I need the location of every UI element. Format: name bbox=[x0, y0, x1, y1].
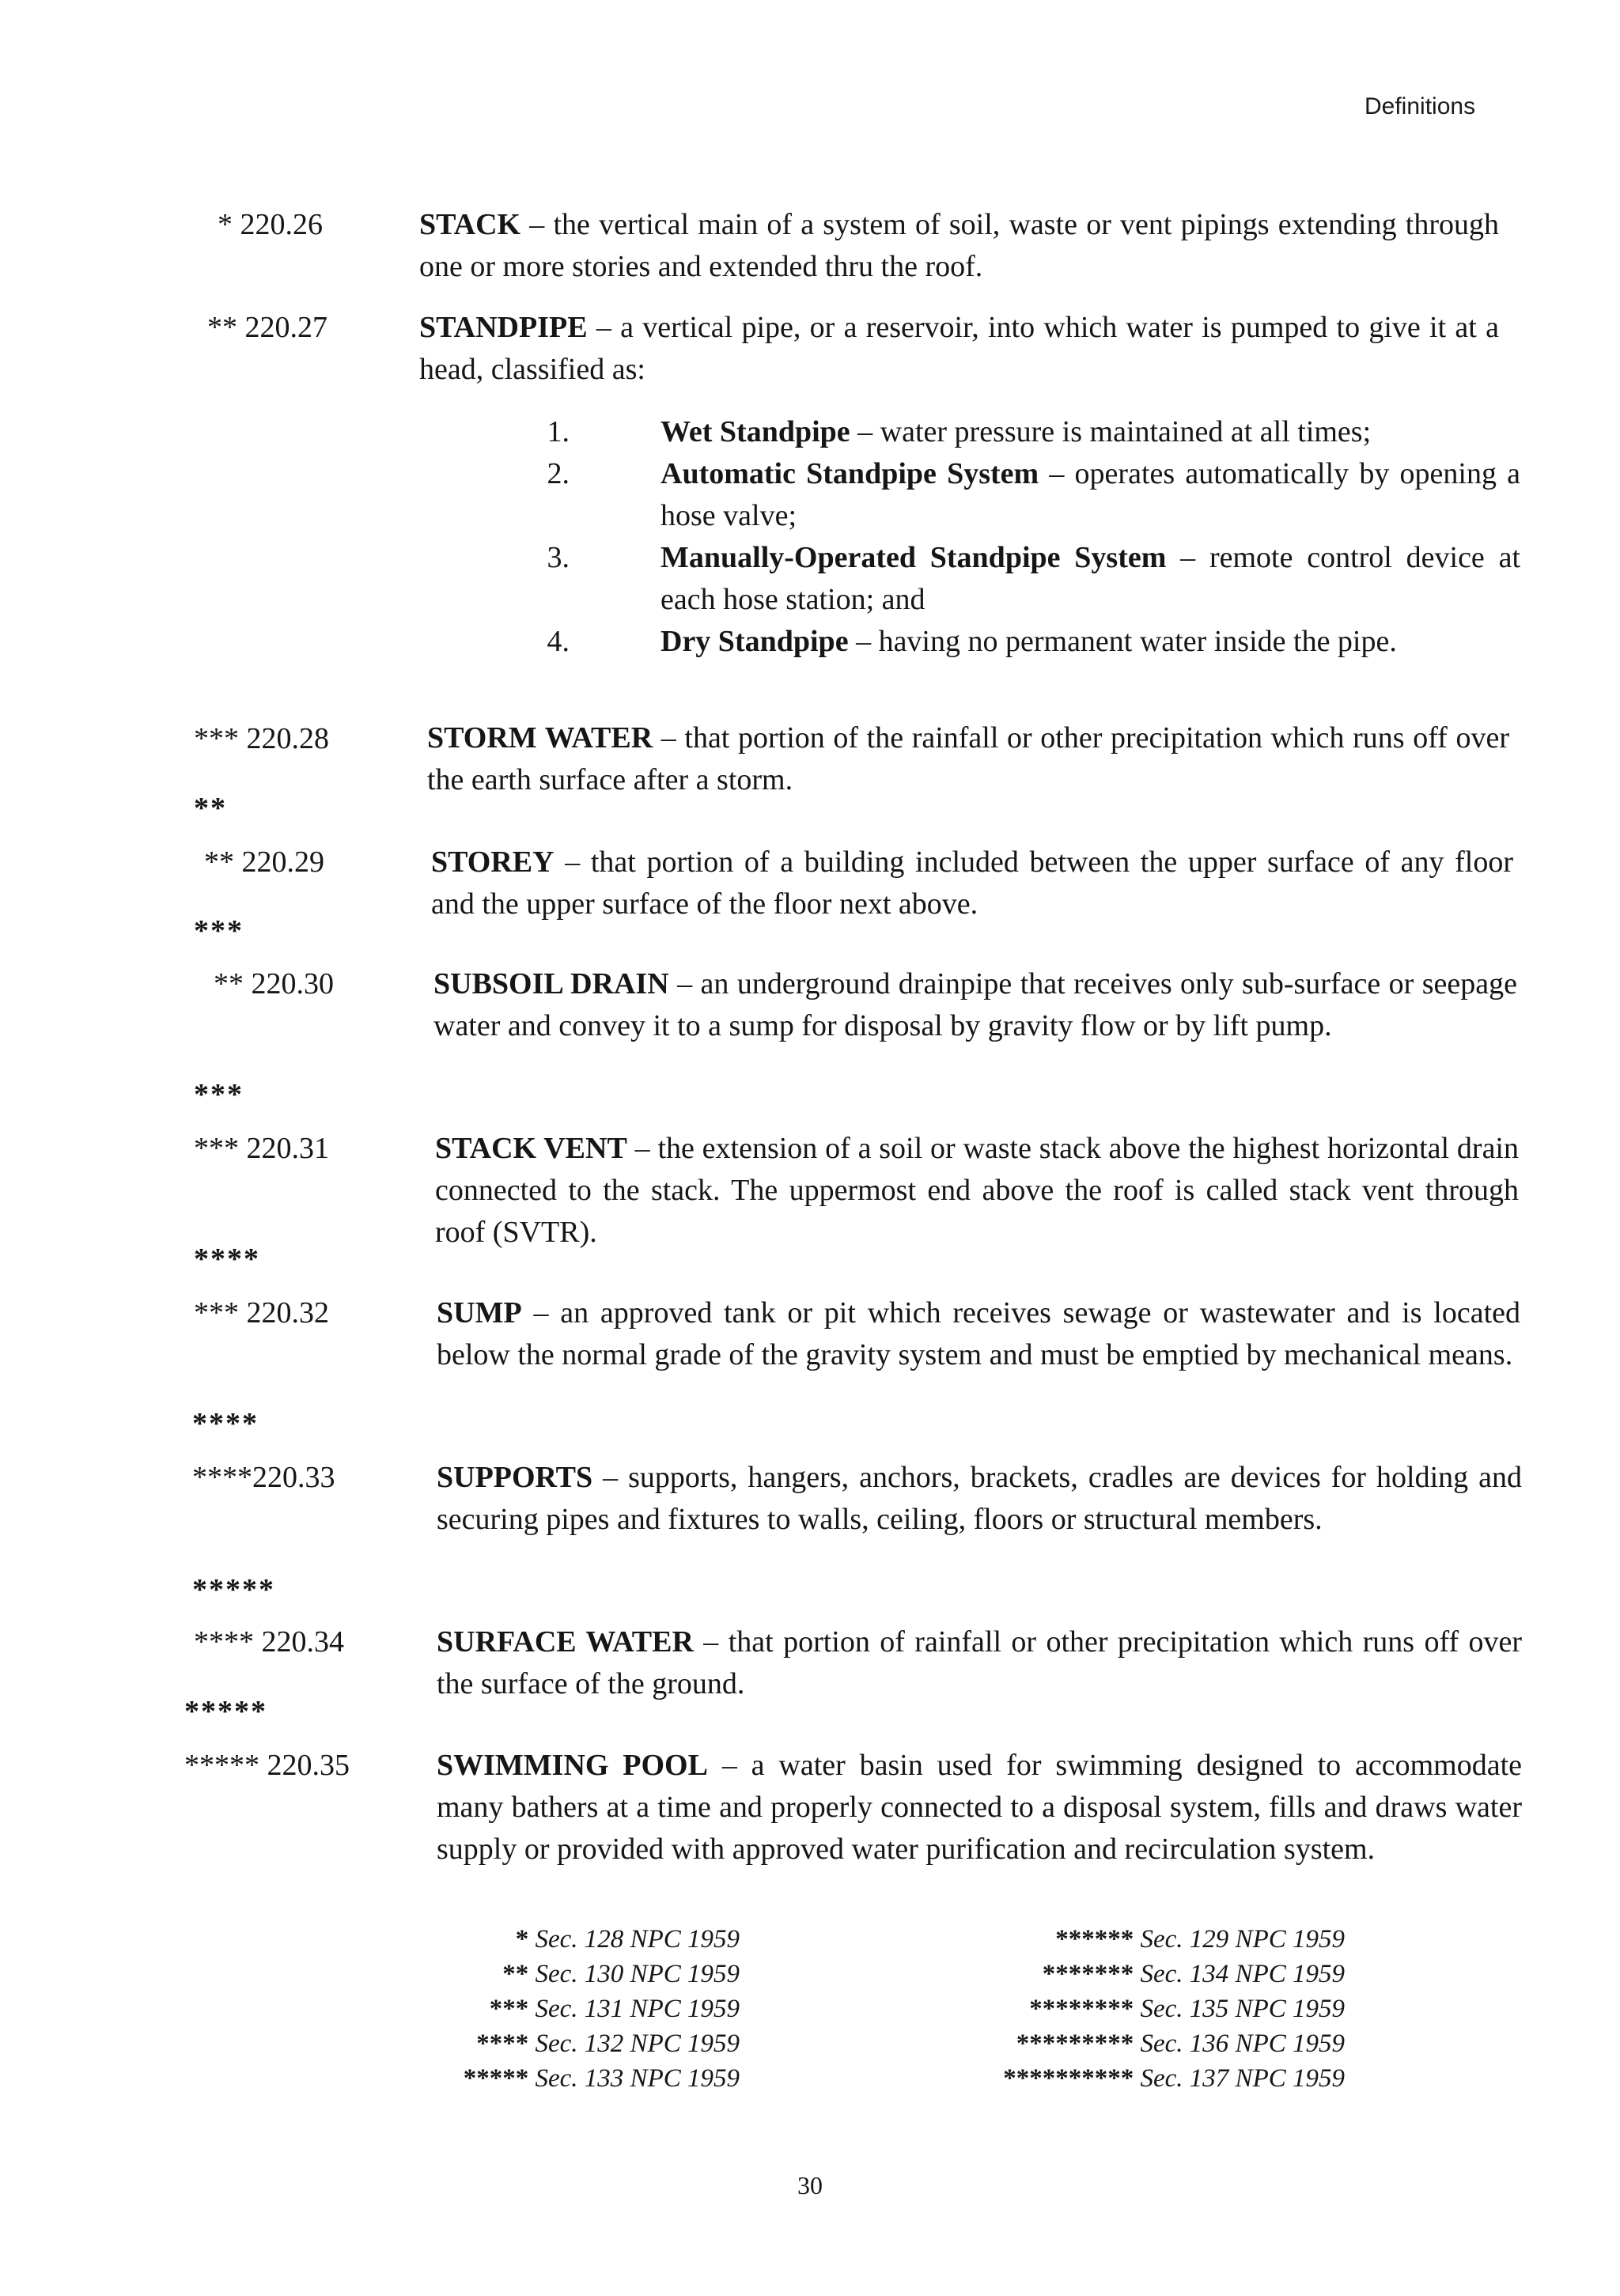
reference-stars: ****** bbox=[1055, 1925, 1134, 1954]
definition-body: – supports, hangers, anchors, brackets, cradles are devices for holding and securing pipes and fixtures to walls, ceiling, floors or structural members. bbox=[437, 1461, 1522, 1536]
definition-text bbox=[419, 204, 1499, 288]
list-item-term: Manually-Operated Standpipe System bbox=[660, 541, 1167, 574]
section-number: ** 220.29 bbox=[204, 845, 324, 879]
reference-text: Sec. 131 NPC 1959 bbox=[535, 1995, 740, 2023]
definition-body: – a vertical pipe, or a reservoir, into which water is pumped to give it at a head, classified as: bbox=[419, 311, 1499, 386]
marginal-stars: ***** bbox=[192, 1573, 275, 1606]
defined-term: SUMP bbox=[437, 1296, 522, 1330]
reference-text: Sec. 137 NPC 1959 bbox=[1140, 2064, 1345, 2093]
reference-line bbox=[902, 2061, 1345, 2096]
reference-line bbox=[902, 2026, 1345, 2061]
reference-stars: *** bbox=[489, 1995, 529, 2023]
definition-text bbox=[435, 1128, 1519, 1254]
definition-body: – that portion of a building included between the upper surface of any floor and the upper surface of the floor next above. bbox=[431, 845, 1513, 921]
section-number: *** 220.31 bbox=[194, 1132, 329, 1165]
reference-stars: ********* bbox=[1016, 2029, 1134, 2058]
reference-line bbox=[407, 1957, 740, 1992]
reference-text: Sec. 134 NPC 1959 bbox=[1140, 1960, 1345, 1988]
list-item-text bbox=[660, 621, 1520, 663]
defined-term: STANDPIPE bbox=[419, 311, 588, 344]
definition-text bbox=[437, 1292, 1520, 1376]
definition-body: – an approved tank or pit which receives sewage or wastewater and is located below the normal grade of the gravity system and must be emptied by mechanical means. bbox=[437, 1296, 1520, 1371]
defined-term: SUPPORTS bbox=[437, 1461, 593, 1494]
section-number: ** 220.30 bbox=[214, 967, 334, 1000]
list-item-body: – remote control device at each hose station; and bbox=[660, 541, 1521, 616]
list-item-body: – water pressure is maintained at all times; bbox=[850, 415, 1372, 448]
source-references-left bbox=[407, 1922, 740, 2096]
list-item-number: 2. bbox=[547, 457, 570, 490]
definition-body: – the extension of a soil or waste stack above the highest horizontal drain connected to the stack. The uppermost end above the roof is called stack vent through roof (SVTR). bbox=[435, 1132, 1519, 1249]
list-item-term: Dry Standpipe bbox=[660, 625, 849, 658]
defined-term: SUBSOIL DRAIN bbox=[433, 967, 669, 1000]
reference-line bbox=[407, 2026, 740, 2061]
reference-line bbox=[902, 1992, 1345, 2026]
reference-stars: ** bbox=[502, 1960, 529, 1988]
definition-body: – that portion of the rainfall or other precipitation which runs off over the earth surface after a storm. bbox=[427, 721, 1509, 796]
section-number: *** 220.32 bbox=[194, 1296, 329, 1330]
list-item-body: – operates automatically by opening a hose valve; bbox=[660, 457, 1520, 532]
marginal-stars: ***** bbox=[184, 1695, 267, 1728]
definition-body: – an underground drainpipe that receives only sub-surface or seepage water and convey it to a sump for disposal by gravity flow or by lift pump. bbox=[433, 967, 1517, 1042]
reference-stars: ********** bbox=[1003, 2064, 1134, 2093]
reference-stars: ***** bbox=[463, 2064, 529, 2093]
reference-line bbox=[407, 1992, 740, 2026]
reference-stars: ******* bbox=[1042, 1960, 1134, 1988]
definition-body: – the vertical main of a system of soil, waste or vent pipings extending through one or more stories and extended thru the roof. bbox=[419, 208, 1499, 283]
reference-text: Sec. 135 NPC 1959 bbox=[1140, 1995, 1345, 2023]
definition-body: – that portion of rainfall or other precipitation which runs off over the surface of the ground. bbox=[437, 1625, 1523, 1700]
reference-text: Sec. 128 NPC 1959 bbox=[535, 1925, 740, 1954]
reference-stars: **** bbox=[476, 2029, 529, 2058]
reference-text: Sec. 133 NPC 1959 bbox=[535, 2064, 740, 2093]
list-item-number: 3. bbox=[547, 541, 570, 574]
reference-line bbox=[902, 1957, 1345, 1992]
list-item-text bbox=[660, 537, 1520, 621]
reference-text: Sec. 132 NPC 1959 bbox=[535, 2029, 740, 2058]
list-item-text bbox=[660, 411, 1520, 453]
definition-text bbox=[437, 1745, 1522, 1870]
reference-text: Sec. 129 NPC 1959 bbox=[1140, 1925, 1345, 1954]
defined-term: SURFACE WATER bbox=[437, 1625, 694, 1659]
reference-text: Sec. 136 NPC 1959 bbox=[1140, 2029, 1345, 2058]
list-item-number: 1. bbox=[547, 415, 570, 448]
definition-text bbox=[433, 963, 1517, 1047]
definition-text bbox=[427, 717, 1509, 801]
defined-term: STACK bbox=[419, 208, 521, 241]
section-number: *** 220.28 bbox=[194, 722, 329, 755]
section-number: * 220.26 bbox=[218, 208, 323, 241]
definition-text bbox=[437, 1621, 1522, 1705]
definition-body: – a water basin used for swimming designed to accommodate many bathers at a time and properly connected to a disposal system, fills and draws water supply or provided with approved water purification and recirculation system. bbox=[437, 1749, 1522, 1866]
list-item-body: – having no permanent water inside the pipe. bbox=[848, 625, 1397, 658]
reference-line bbox=[407, 2061, 740, 2096]
section-number: **** 220.34 bbox=[194, 1625, 344, 1659]
standpipe-classification-list bbox=[538, 411, 1519, 708]
defined-term: STORM WATER bbox=[427, 721, 653, 755]
list-item-term: Automatic Standpipe System bbox=[660, 457, 1039, 490]
defined-term: STACK VENT bbox=[435, 1132, 627, 1165]
defined-term: SWIMMING POOL bbox=[437, 1749, 708, 1782]
reference-stars: * bbox=[515, 1925, 529, 1954]
definition-text bbox=[419, 307, 1499, 391]
defined-term: STOREY bbox=[431, 845, 555, 879]
reference-line bbox=[902, 1922, 1345, 1957]
list-item-text bbox=[660, 453, 1520, 537]
list-item-number: 4. bbox=[547, 625, 570, 658]
section-number: ** 220.27 bbox=[207, 311, 327, 344]
reference-line bbox=[407, 1922, 740, 1957]
marginal-stars: **** bbox=[194, 1243, 260, 1276]
marginal-stars: ** bbox=[194, 792, 227, 825]
marginal-stars: *** bbox=[194, 1078, 244, 1111]
reference-stars: ******** bbox=[1029, 1995, 1134, 2023]
definition-text bbox=[431, 842, 1513, 925]
section-number: ****220.33 bbox=[192, 1461, 335, 1494]
marginal-stars: *** bbox=[194, 914, 244, 948]
marginal-stars: **** bbox=[192, 1407, 259, 1440]
definition-text bbox=[437, 1457, 1522, 1541]
source-references-right bbox=[902, 1922, 1345, 2096]
section-number: ***** 220.35 bbox=[184, 1749, 350, 1782]
list-item-term: Wet Standpipe bbox=[660, 415, 850, 448]
reference-text: Sec. 130 NPC 1959 bbox=[535, 1960, 740, 1988]
running-header: Definitions bbox=[1365, 93, 1476, 119]
page-number: 30 bbox=[797, 2171, 823, 2200]
